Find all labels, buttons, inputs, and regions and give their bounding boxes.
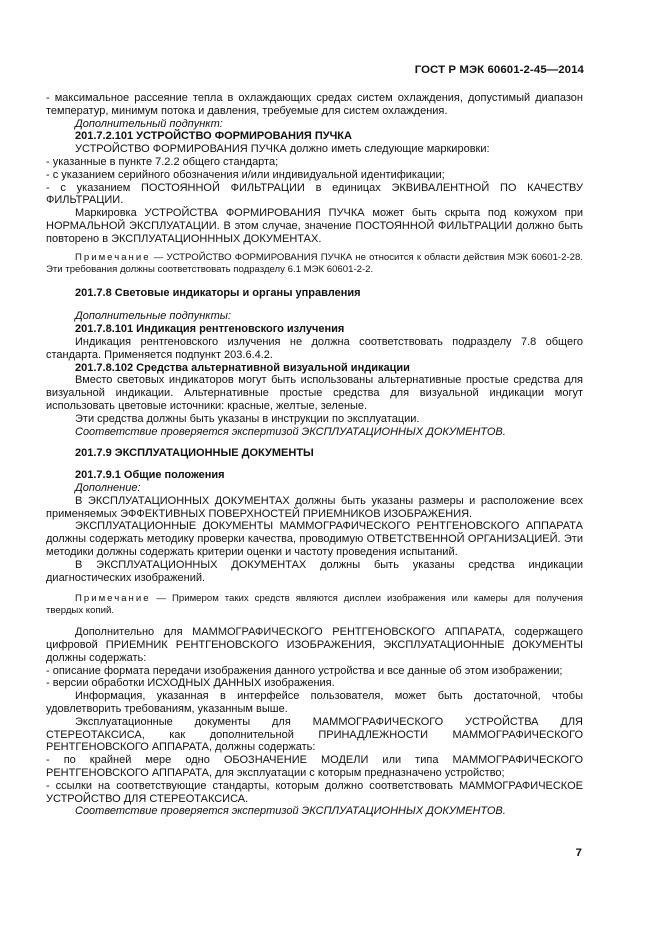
list-item: - по крайней мере одно ОБОЗНАЧЕНИЕ МОДЕЛИ или типа МАММОГРАФИЧЕСКОГО РЕНТГЕНОВСКОГО АППАРАТА, для эксплуатации с которым предназначено устройство; <box>46 754 583 780</box>
sub-clause-intro: Дополнение: <box>75 481 141 494</box>
note-label: Примечание <box>75 593 151 605</box>
list-item: - с указанием ПОСТОЯННОЙ ФИЛЬТРАЦИИ в единицах ЭКВИВАЛЕНТНОЙ ПО КАЧЕСТВУ ФИЛЬТРАЦИИ. <box>46 181 583 207</box>
sub-clause-intro: Дополнительный подпункт: <box>75 117 223 130</box>
note <box>46 252 583 276</box>
clause-heading: 201.7.8.101 Индикация рентгеновского излучения <box>75 323 345 336</box>
list-item: - описание формата передачи изображения данного устройства и все данные об этом изображении; <box>46 664 563 677</box>
note <box>46 593 583 617</box>
list-item: - с указанием серийного обозначения и/или индивидуальной идентификации; <box>46 168 445 181</box>
note-text: — Примером таких средств являются дисплеи изображения или камеры для получения твердых копий. <box>46 593 583 617</box>
page-number: 7 <box>575 847 582 859</box>
paragraph: ЭКСПЛУАТАЦИОННЫЕ ДОКУМЕНТЫ МАММОГРАФИЧЕСКОГО РЕНТГЕНОВСКОГО АППАРАТА должны содержать методику проверки качества, проводимую ОТВЕТСТВЕННОЙ ОРГАНИЗАЦИЕЙ. Эти методики должны содержать критерии оценки и частоту проведения испытаний. <box>46 520 583 558</box>
list-item: - указанные в пункте 7.2.2 общего стандарта; <box>46 155 279 168</box>
section-heading: 201.7.9 ЭКСПЛУАТАЦИОННЫЕ ДОКУМЕНТЫ <box>75 447 314 460</box>
compliance-statement: Соответствие проверяется экспертизой ЭКСПЛУАТАЦИОННЫХ ДОКУМЕНТОВ. <box>75 425 506 438</box>
paragraph: Вместо световых индикаторов могут быть использованы альтернативные простые средства для визуальной индикации. Альтернативные простые средства для визуальной индикации могут использовать цветовые источники: красные, желтые, зеленые. <box>46 374 583 412</box>
note-label: Примечание <box>75 251 151 263</box>
clause-heading: 201.7.2.101 УСТРОЙСТВО ФОРМИРОВАНИЯ ПУЧКА <box>75 130 352 143</box>
paragraph: Дополнительно для МАММОГРАФИЧЕСКОГО РЕНТГЕНОВСКОГО АППАРАТА, содержащего цифровой ПРИЕМНИК РЕНТГЕНОВСКОГО ИЗОБРАЖЕНИЯ, ЭКСПЛУАТАЦИОННЫЕ ДОКУМЕНТЫ должны содержать: <box>46 626 583 664</box>
document-header: ГОСТ Р МЭК 60601-2-45—2014 <box>414 64 584 76</box>
paragraph: - максимальное рассеяние тепла в охлаждающих средах систем охлаждения, допустимый диапазон температур, минимум потока и давления, требуемые для систем охлаждения. <box>46 92 583 117</box>
paragraph: Маркировка УСТРОЙСТВА ФОРМИРОВАНИЯ ПУЧКА может быть скрыта под кожухом при НОРМАЛЬНОЙ ЭКСПЛУАТАЦИИ. В этом случае, значение ПОСТОЯННОЙ ФИЛЬТРАЦИИ должно быть повторено в ЭКСПЛУАТАЦИОНННЫХ ДОКУМЕНТАХ. <box>46 207 583 245</box>
paragraph: Эти средства должны быть указаны в инструкции по эксплуатации. <box>75 412 420 425</box>
page-body <box>46 92 583 818</box>
paragraph: Эксплуатационные документы для МАММОГРАФИЧЕСКОГО УСТРОЙСТВА ДЛЯ СТЕРЕОТАКСИСА, как дополнительной ПРИНАДЛЕЖНОСТИ МАММОГРАФИЧЕСКОГО РЕНТГЕНОВСКОГО АППАРАТА, должны содержать: <box>46 715 583 754</box>
paragraph: Индикация рентгеновского излучения не должна соответствовать подразделу 7.8 общего стандарта. Применяется подпункт 203.6.4.2. <box>46 335 583 361</box>
clause-heading: 201.7.9.1 Общие положения <box>75 469 225 482</box>
note-text: — УСТРОЙСТВО ФОРМИРОВАНИЯ ПУЧКА не относится к области действия МЭК 60601-2-28. Эти требования должны соответствовать подразделу 6.1 МЭК 60601-2-2. <box>46 251 583 275</box>
clause-heading: 201.7.8.102 Средства альтернативной визуальной индикации <box>75 361 410 374</box>
compliance-statement: Соответствие проверяется экспертизой ЭКСПЛУАТАЦИОННЫХ ДОКУМЕНТОВ. <box>75 805 506 818</box>
paragraph: Информация, указанная в интерфейсе пользователя, может быть достаточной, чтобы удовлетворить требованиям, указанным выше. <box>46 690 583 716</box>
list-item: - ссылки на соответствующие стандарты, которым должно соответствовать МАММОГРАФИЧЕСКОЕ УСТРОЙСТВО ДЛЯ СТЕРЕОТАКСИСА. <box>46 779 583 805</box>
paragraph: В ЭКСПЛУАТАЦИОННЫХ ДОКУМЕНТАХ должны быть указаны размеры и расположение всех применяемых ЭФФЕКТИВНЫХ ПОВЕРХНОСТЕЙ ПРИЕМНИКОВ ИЗОБРАЖЕНИЯ. <box>46 494 583 520</box>
sub-clause-intro: Дополнительные подпункты: <box>75 310 231 323</box>
list-item: - версии обработки ИСХОДНЫХ ДАННЫХ изображения. <box>46 677 335 690</box>
paragraph: УСТРОЙСТВО ФОРМИРОВАНИЯ ПУЧКА должно иметь следующие маркировки: <box>75 143 490 156</box>
paragraph: В ЭКСПЛУАТАЦИОННЫХ ДОКУМЕНТАХ должны быть указаны средства индикации диагностических изображений. <box>46 558 583 584</box>
section-heading: 201.7.8 Световые индикаторы и органы управления <box>75 286 361 299</box>
